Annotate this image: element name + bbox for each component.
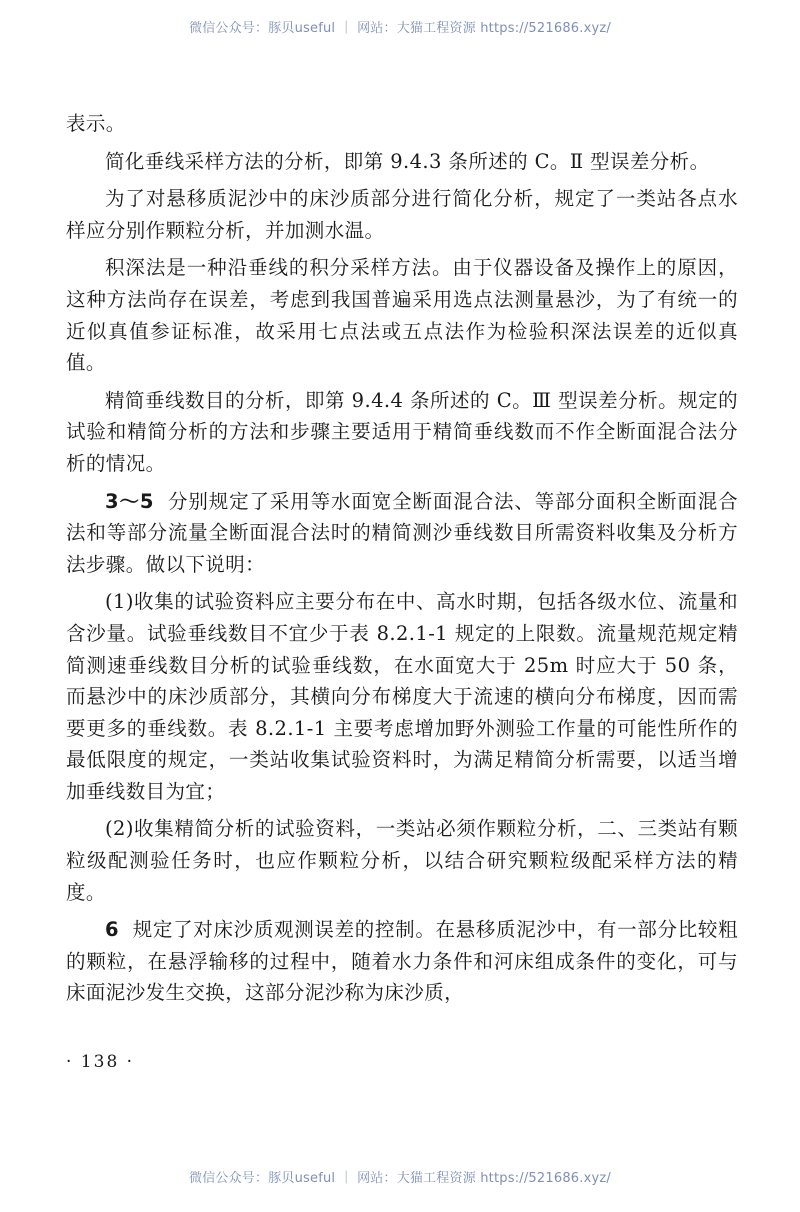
paragraph-8 (66, 813, 738, 908)
paragraph-text: 积深法是一种沿垂线的积分采样方法。由于仪器设备及操作上的原因，这种方法尚存在误差，考虑到我国普遍采用选点法测量悬沙，为了有统一的近似真值参证标准，故采用七点法或五点法作为检验积深法误差的近似真值。 (66, 256, 738, 375)
clause-number: 6 (105, 918, 119, 942)
paragraph-2 (66, 146, 738, 178)
paragraph-text: 规定了对床沙质观测误差的控制。在悬移质泥沙中，有一部分比较粗的颗粒，在悬浮输移的过程中，随着水力条件和河床组成条件的变化，可与床面泥沙发生交换，这部分泥沙称为床沙质， (66, 918, 738, 1005)
paragraph-text: 精简垂线数目的分析，即第 9.4.4 条所述的 C。Ⅲ 型误差分析。规定的试验和精简分析的方法和步骤主要适用于精简垂线数而不作全断面混合法分析的情况。 (66, 388, 738, 475)
paragraph-text: 表示。 (66, 112, 126, 135)
document-page (66, 108, 738, 1009)
paragraph-7 (66, 586, 738, 807)
paragraph-text: (2)收集精简分析的试验资料，一类站必须作颗粒分析，二、三类站有颗粒级配测验任务时，也应作颗粒分析，以结合研究颗粒级配采样方法的精度。 (66, 817, 738, 904)
paragraph-text: 分别规定了采用等水面宽全断面混合法、等部分面积全断面混合法和等部分流量全断面混合法时的精简测沙垂线数目所需资料收集及分析方法步骤。做以下说明： (66, 489, 739, 576)
clause-number: 3～5 (105, 489, 154, 513)
paragraph-text: (1)收集的试验资料应主要分布在中、高水时期，包括各级水位、流量和含沙量。试验垂线数目不宜少于表 8.2.1-1 规定的上限数。流量规范规定精简测速垂线数目分析的试验垂线数，在水面宽大于 25m 时应大于 50 条，而悬沙中的床沙质部分，其横向分布梯度大于流速的横向分布梯度，因而需要更多的垂线数。表 8.2.1-1 主要考虑增加野外测验工作量的可能性所作的最低限度的规定，一类站收集试验资料时，为满足精简分析需要，以适当增加垂线数目为宜； (66, 590, 738, 803)
paragraph-9 (66, 914, 738, 1009)
paragraph-4 (66, 252, 738, 378)
paragraph-text: 简化垂线采样方法的分析，即第 9.4.3 条所述的 C。Ⅱ 型误差分析。 (105, 149, 710, 173)
watermark-top: 微信公众号：豚贝useful ｜ 网站：大猫工程资源 https://521686.xyz/ (189, 21, 611, 36)
paragraph-3 (66, 183, 738, 246)
paragraph-6 (66, 486, 738, 581)
watermark-bottom: 微信公众号：豚贝useful ｜ 网站：大猫工程资源 https://521686.xyz/ (189, 1171, 611, 1186)
paragraph-1 (66, 108, 738, 140)
page-number: · 138 · (66, 1052, 135, 1072)
paragraph-text: 为了对悬移质泥沙中的床沙质部分进行简化分析，规定了一类站各点水样应分别作颗粒分析，并加测水温。 (66, 187, 738, 242)
paragraph-5 (66, 385, 738, 480)
